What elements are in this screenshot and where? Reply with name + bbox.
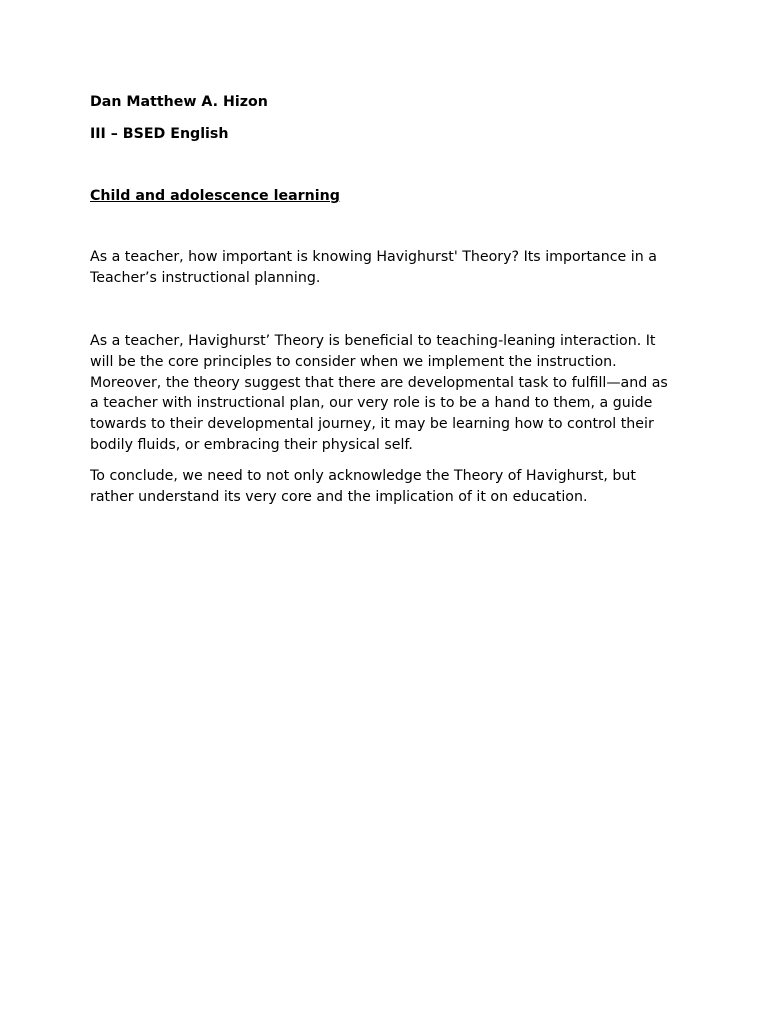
body-paragraph: As a teacher, Havighurst’ Theory is beneficial to teaching-leaning interaction. It will be the core principles to consider when we implement the instruction. Moreover, the theory suggest that there are developmental task to fulfill—and as a teacher with instructional plan, our very role is to be a hand to them, a guide towards to their developmental journey, it may be learning how to control their bodily fluids, or embracing their physical self. — [90, 332, 668, 453]
document-body — [90, 92, 680, 507]
author-name: Dan Matthew A. Hizon — [90, 94, 268, 110]
document-title: Child and adolescence learning — [90, 187, 340, 204]
question-text: As a teacher, how important is knowing Havighurst' Theory? Its importance in a Teacher’s instructional planning. — [90, 249, 657, 287]
conclusion-paragraph: To conclude, we need to not only acknowledge the Theory of Havighurst, but rather understand its very core and the implication of it on education. — [90, 467, 636, 505]
author-course: III – BSED English — [90, 125, 229, 142]
